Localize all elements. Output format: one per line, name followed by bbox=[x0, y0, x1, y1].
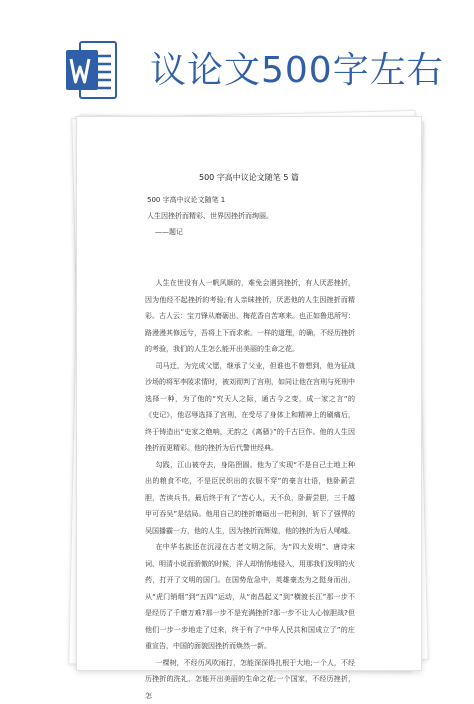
banner bbox=[0, 0, 474, 110]
word-document-icon bbox=[66, 40, 118, 102]
banner-title: 议论文500字左右 bbox=[150, 46, 444, 96]
body-paragraph: 人生在世没有人一帆风顺的，难免会遇到挫折，有人厌恶挫折，因为他经不起挫折的考验;有人亲昧挫折，厌恶他的人生因挫折而精彩。古人云：宝刀锋从磨砺出，梅花香自苦寒来。也正如鲁迅所写：路漫漫其修远兮，吾将上下而求索。一样的道理，的确，不经历挫折的考验，我们的人生怎么能开出美丽的生命之花。 bbox=[145, 275, 355, 358]
document-page bbox=[76, 116, 422, 671]
body-paragraph: 勾践，江山被夺去，身陷囹圄。他为了实现“不是自己土地上种出的粮食不吃，不是臣民织出的衣服不穿”的豪言壮语，他卧薪尝胆，苦读兵书，最后终于有了“苦心人，天不负，卧薪尝胆，三千越甲可吞吴”是结局。他用自己的挫折磨砺出一把利剑，斩下了强悍的吴国播霸一方，他的人生，因为挫折而辉煌，他的挫折为后人唏嘘。 bbox=[145, 457, 355, 540]
document-subtitle: 500 字高中议论文随笔 1 bbox=[147, 195, 225, 205]
body-paragraph: 一棵树，不经历风吹雨打，怎能深深得扎根于大地;一个人，不经历挫折的洗礼，怎能开出美丽的生命之花;一个国家，不经历挫折，怎 bbox=[145, 655, 355, 704]
document-body bbox=[145, 275, 355, 704]
epigraph-attribution: ——题记 bbox=[155, 227, 183, 237]
body-paragraph: 在中华名族还在沉浸在古老文明之际，为“四大发明”、唐诗宋词、明清小说而骄傲的时候，洋人却悄悄地侵入，用那我们发明的火药，打开了文明的国门。在国势危急中，英雄豪杰为之挺身而出，从“虎门销烟”到“五四”运动，从“南昌起义”到“横渡长江”那一步不是经历了千磨万难?那一步不是充满挫折?那一步不让人心惊胆战?但他们一步一步地走了过来，终于有了“中华人民共和国成立了”的庄重宣告，中国的面貌因挫折而焕然一新。 bbox=[145, 539, 355, 655]
epigraph: 人生因挫折而精彩、世界因挫折而绚丽。 bbox=[147, 211, 273, 221]
document-title: 500 字高中议论文随笔 5 篇 bbox=[77, 172, 421, 183]
body-paragraph: 司马迁，为完成父愿，继承了父业，但谁也不曾想到，他为征战沙场的将军李陵求情时，被刘彻判了宫刑，如同让他在宫刑与死刑中选择一种，为了他的“究天人之际，通古今之变，成一家之言”的《史记》，他忍辱选择了宫刑，在受尽了身体上和精神上的刷痛后，终于铸造出“史家之绝响，无韵之《离骚》”的千古巨作。他的人生因挫折而更精彩。他的挫折为后代警世经典。 bbox=[145, 358, 355, 457]
